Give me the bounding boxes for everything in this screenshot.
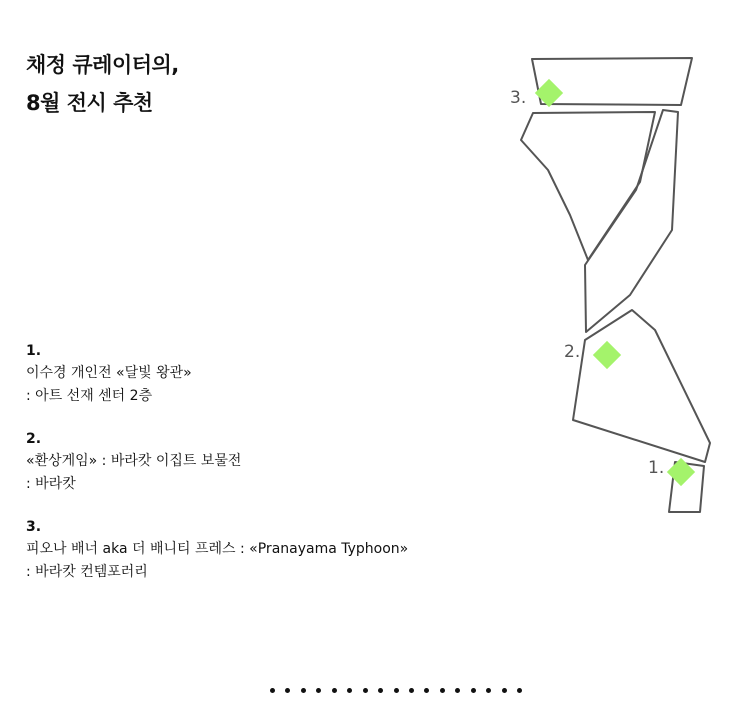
exhibition-entry-3: [26, 516, 496, 584]
pagination-dot-13[interactable]: [455, 688, 460, 693]
entry-venue: : 바라캇 컨템포러리: [26, 564, 148, 580]
pagination-dot-1[interactable]: [270, 688, 275, 693]
exhibition-entry-2: [26, 428, 496, 496]
pagination-dot-9[interactable]: [394, 688, 399, 693]
entry-venue: : 아트 선재 센터 2층: [26, 388, 153, 404]
page-title: [26, 46, 179, 122]
marker-2-label: 2.: [564, 342, 581, 362]
title-line-2: 8월 전시 추천: [26, 91, 153, 115]
pagination-dot-7[interactable]: [363, 688, 368, 693]
pagination-dot-5[interactable]: [332, 688, 337, 693]
pagination-dot-10[interactable]: [409, 688, 414, 693]
exhibition-list: [26, 340, 496, 604]
pagination-dot-16[interactable]: [502, 688, 507, 693]
marker-1-label: 1.: [648, 458, 665, 478]
entry-title: 이수경 개인전 «달빛 왕관»: [26, 365, 192, 381]
marker-2-icon[interactable]: [593, 341, 621, 369]
marker-1-icon[interactable]: [667, 458, 695, 486]
pagination-dot-17[interactable]: [517, 688, 522, 693]
map-outlines: [521, 58, 710, 512]
entry-number: 2.: [26, 431, 42, 447]
pagination-dot-15[interactable]: [486, 688, 491, 693]
entry-number: 3.: [26, 519, 42, 535]
marker-3-icon[interactable]: [535, 79, 563, 107]
entry-number: 1.: [26, 343, 42, 359]
pagination-dot-12[interactable]: [440, 688, 445, 693]
pagination-dot-2[interactable]: [285, 688, 290, 693]
map-marker-labels: [510, 88, 664, 478]
map-block-strip: [585, 110, 678, 332]
title-line-1: 채정 큐레이터의,: [26, 53, 179, 77]
pagination-dots: [270, 680, 522, 700]
pagination-dot-11[interactable]: [424, 688, 429, 693]
entry-venue: : 바라캇: [26, 476, 76, 492]
map-markers: [535, 79, 695, 486]
pagination-dot-4[interactable]: [316, 688, 321, 693]
map-block-curved: [521, 112, 655, 260]
pagination-dot-6[interactable]: [347, 688, 352, 693]
pagination-dot-3[interactable]: [301, 688, 306, 693]
entry-title: «환상게임» : 바라캇 이집트 보물전: [26, 453, 242, 469]
pagination-dot-8[interactable]: [378, 688, 383, 693]
marker-3-label: 3.: [510, 88, 527, 108]
entry-title: 피오나 배너 aka 더 배니티 프레스 : «Pranayama Typhoon»: [26, 541, 409, 557]
pagination-dot-14[interactable]: [471, 688, 476, 693]
exhibition-entry-1: [26, 340, 496, 408]
map-block-middle: [573, 310, 710, 462]
